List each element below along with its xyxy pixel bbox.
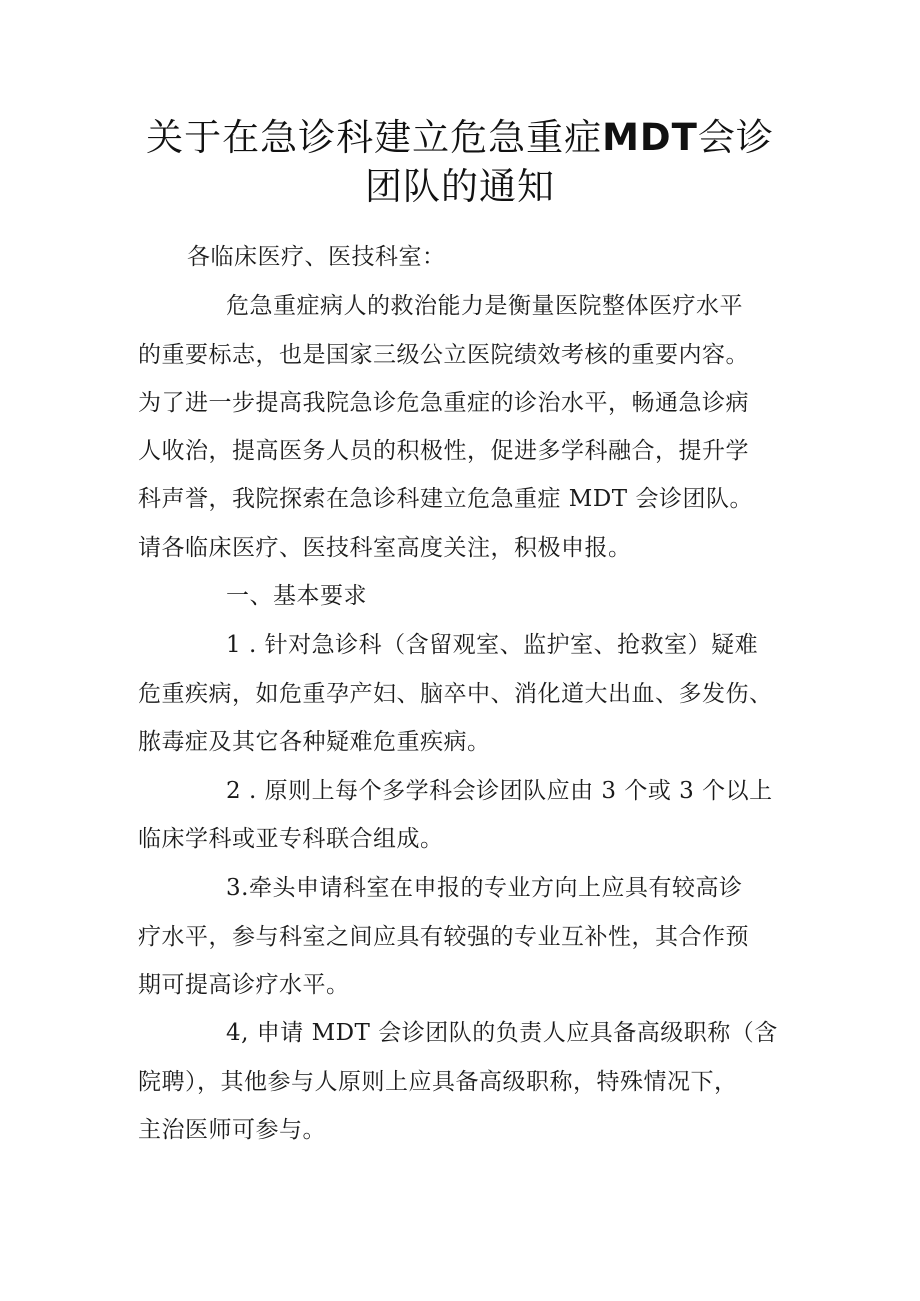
document-title-line-2: 团队的通知 bbox=[365, 165, 555, 208]
intro-line: 危急重症病人的救治能力是衡量医院整体医疗水平 bbox=[226, 293, 743, 319]
item-4-line: 主治医师可参与。 bbox=[138, 1117, 326, 1143]
item-3-line: 疗水平，参与科室之间应具有较强的专业互补性，其合作预 bbox=[138, 924, 749, 950]
item-4-line: 4, 申请 MDT 会诊团队的负责人应具备高级职称（含 bbox=[226, 1020, 778, 1046]
item-2-line: 临床学科或亚专科联合组成。 bbox=[138, 826, 444, 852]
item-3-line: 3.牵头申请科室在申报的专业方向上应具有较高诊 bbox=[226, 875, 743, 901]
item-3-line: 期可提高诊疗水平。 bbox=[138, 972, 350, 998]
section-heading: 一、基本要求 bbox=[226, 583, 367, 609]
intro-line: 为了进一步提高我院急诊危急重症的诊治水平，畅通急诊病 bbox=[138, 390, 749, 416]
intro-line: 的重要标志，也是国家三级公立医院绩效考核的重要内容。 bbox=[138, 342, 749, 368]
intro-line: 人收治，提高医务人员的积极性，促进多学科融合，提升学 bbox=[138, 438, 749, 464]
intro-line: 科声誉，我院探索在急诊科建立危急重症 MDT 会诊团队。 bbox=[138, 486, 753, 512]
item-2-line: 2 . 原则上每个多学科会诊团队应由 3 个或 3 个以上 bbox=[226, 778, 773, 804]
intro-line: 请各临床医疗、医技科室高度关注，积极申报。 bbox=[138, 535, 632, 561]
salutation: 各临床医疗、医技科室： bbox=[187, 244, 446, 270]
item-1-line: 1 . 针对急诊科（含留观室、监护室、抢救室）疑难 bbox=[226, 632, 759, 658]
item-4-line: 院聘），其他参与人原则上应具备高级职称，特殊情况下， bbox=[138, 1069, 738, 1095]
item-1-line: 脓毒症及其它各种疑难危重疾病。 bbox=[138, 729, 491, 755]
item-1-line: 危重疾病，如危重孕产妇、脑卒中、消化道大出血、多发伤、 bbox=[138, 681, 773, 707]
document-title-line-1 bbox=[100, 113, 820, 163]
title-suffix: 会诊 bbox=[697, 116, 774, 159]
title-prefix: 关于在急诊科建立危急重症 bbox=[146, 116, 603, 159]
title-bold-mdt: MDT bbox=[602, 116, 698, 159]
